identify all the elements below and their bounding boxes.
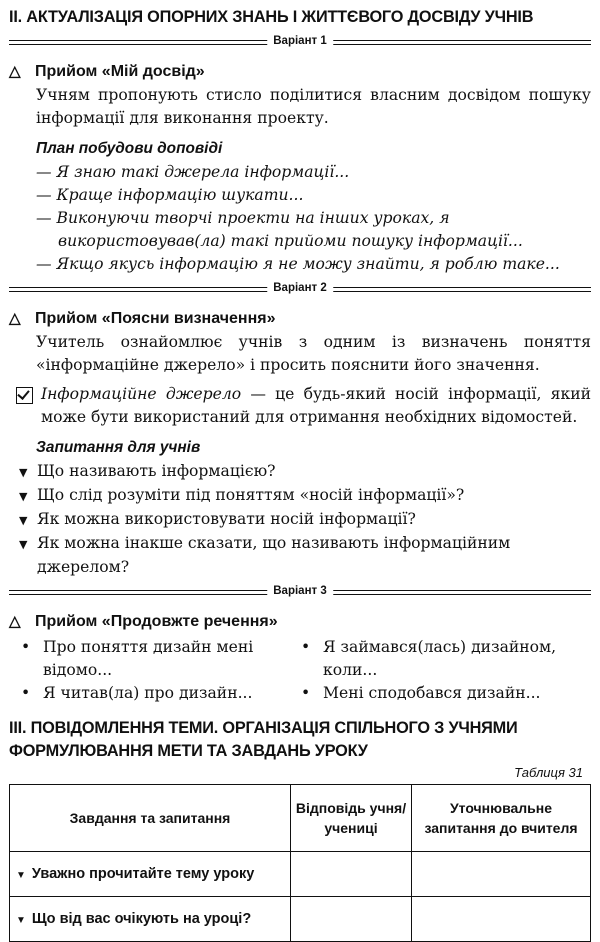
column-header: Завдання та запитання [10, 785, 291, 852]
technique-title: Прийом «Поясни визначення» [35, 310, 276, 327]
list-item: ▼ Що називають інформацією? [19, 460, 591, 484]
list-item: • Про поняття дизайн мені відомо... [21, 638, 254, 679]
bullet-icon: • [21, 684, 31, 702]
questions-list [19, 460, 591, 579]
table-row [10, 852, 591, 897]
technique-heading [9, 308, 591, 329]
questions-title: Запитання для учнів [36, 439, 201, 456]
table-row [10, 897, 591, 942]
triangle-icon: △ [9, 63, 21, 80]
checkbox-icon [16, 387, 33, 404]
variant-2-text: Учитель ознайомлює учнів з одним із визначень поняття «інформаційне джерело» і просить пояснити його значення. [36, 333, 591, 374]
goals-table [9, 784, 591, 942]
variant-3-label: Варіант 3 [267, 583, 333, 599]
list-item: ▼ Як можна використовувати носій інформації? [19, 508, 591, 532]
variant-1-label: Варіант 1 [267, 33, 333, 49]
variant-1-divider [9, 36, 591, 51]
table-cell [291, 897, 412, 942]
table-cell [412, 897, 591, 942]
technique-heading [9, 611, 591, 632]
variant-3-divider [9, 586, 591, 601]
variant-2-divider [9, 283, 591, 298]
technique-title: Прийом «Мій досвід» [35, 63, 205, 80]
list-item: • Я читав(ла) про дизайн... [19, 682, 299, 705]
bullet-icon: • [301, 684, 311, 702]
list-item: — Виконуючи творчі проекти на інших уроках, я використовував(ла) такі прийоми пошуку інформації... [36, 209, 523, 250]
page [9, 6, 591, 942]
variant-2-label: Варіант 2 [267, 280, 333, 296]
definition-term: Інформаційне джерело [41, 385, 242, 403]
table-cell: ▼ Уважно прочитайте тему уроку [10, 852, 291, 897]
technique-title: Прийом «Продовжте речення» [35, 613, 278, 630]
bullet-icon: • [21, 638, 31, 656]
triangle-icon: △ [9, 310, 21, 327]
table-caption: Таблиця 31 [514, 765, 583, 780]
list-item: • Я займався(лась) дизайном, коли... [301, 638, 557, 679]
table-header-row [10, 785, 591, 852]
triangle-down-icon: ▼ [16, 870, 26, 881]
column-right [299, 636, 579, 705]
list-item: — Краще інформацію шукати... [36, 186, 304, 204]
table-cell [412, 852, 591, 897]
table-cell [291, 852, 412, 897]
column-header: Уточнювальне запитання до вчителя [412, 785, 591, 852]
list-item: ▼ Що слід розуміти під поняттям «носій інформації»? [19, 484, 591, 508]
sentence-columns [19, 636, 591, 705]
list-item: — Якщо якусь інформацію я не можу знайти, я роблю таке... [36, 255, 560, 273]
list-item: — Я знаю такі джерела інформації... [36, 163, 350, 181]
triangle-down-icon: ▼ [19, 538, 28, 551]
definition [13, 383, 591, 429]
plan-list [36, 161, 591, 276]
technique-heading [9, 61, 591, 82]
triangle-down-icon: ▼ [16, 915, 26, 926]
column-header: Відповідь учня/учениці [291, 785, 412, 852]
triangle-down-icon: ▼ [19, 466, 28, 479]
section-2-title: II. АКТУАЛІЗАЦІЯ ОПОРНИХ ЗНАНЬ І ЖИТТЄВОГО ДОСВІДУ УЧНІВ [9, 8, 534, 26]
plan-title: План побудови доповіді [36, 140, 223, 157]
list-item: • Мені сподобався дизайн... [299, 682, 579, 705]
table-cell: ▼ Що від вас очікують на уроці? [10, 897, 291, 942]
list-item: ▼ Як можна інакше сказати, що називають інформаційним джерелом? [19, 534, 511, 576]
section-3-title: III. ПОВІДОМЛЕННЯ ТЕМИ. ОРГАНІЗАЦІЯ СПІЛЬНОГО З УЧНЯМИ ФОРМУЛЮВАННЯ МЕТИ ТА ЗАВДАНЬ УРОКУ [9, 719, 518, 760]
triangle-icon: △ [9, 613, 21, 630]
triangle-down-icon: ▼ [19, 514, 28, 527]
bullet-icon: • [301, 638, 311, 656]
column-left [19, 636, 299, 705]
variant-1-text: Учням пропонують стисло поділитися власним досвідом пошуку інформації для виконання проекту. [36, 86, 591, 127]
triangle-down-icon: ▼ [19, 490, 28, 503]
definition-text: — це будь-який носій інформації, який може бути використаний для отримання необхідних відомостей. [41, 385, 591, 426]
